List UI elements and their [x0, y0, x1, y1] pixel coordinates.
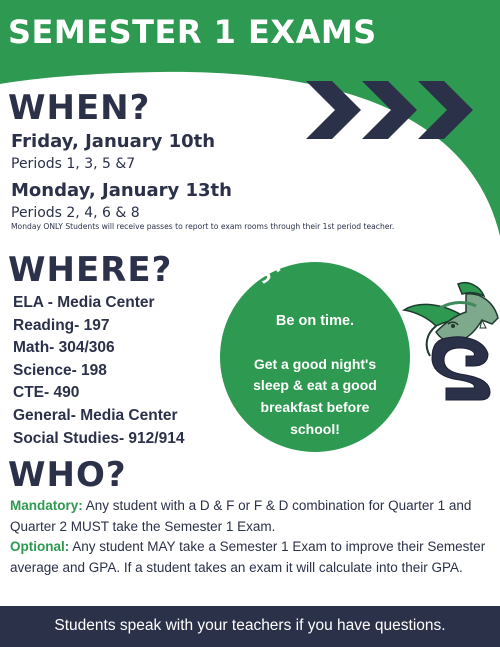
footer-text: Students speak with your teachers if you have questions.: [54, 617, 446, 634]
room-item: ELA - Media Center: [13, 294, 155, 311]
exam-day-2-date: Monday, January 13th: [11, 180, 232, 201]
monday-pass-note: Monday ONLY Students will receive passes to report to exam rooms through their 1st period teacher.: [11, 222, 395, 231]
where-heading: WHERE?: [8, 250, 173, 290]
optional-text: Any student MAY take a Semester 1 Exam to improve their Semester average and GPA. If a student takes an exam it will calculate into their GPA.: [10, 539, 486, 575]
be-on-time-text: Be on time.: [275, 313, 355, 329]
room-list: [13, 292, 184, 450]
room-item: Social Studies- 912/914: [13, 429, 185, 447]
exam-day-2-periods: Periods 2, 4, 6 & 8: [11, 205, 140, 221]
exam-day-1-date: Friday, January 10th: [11, 131, 216, 152]
optional-label: Optional:: [10, 539, 70, 554]
tip-line: breakfast before: [260, 399, 370, 415]
stingrays-arc-title: [218, 239, 418, 362]
tip-line: school!: [290, 421, 340, 437]
mandatory-text: Any student with a D & F or F & D combination for Quarter 1 and Quarter 2 MUST take the Semester 1 Exam.: [10, 498, 472, 534]
room-item: CTE- 490: [13, 384, 80, 402]
mandatory-paragraph: [10, 496, 492, 537]
room-item: Math- 304/306: [13, 339, 115, 357]
tip-line: sleep & eat a good: [253, 377, 377, 393]
room-item: Science- 198: [13, 361, 107, 379]
when-heading: WHEN?: [8, 88, 151, 128]
tip-line: Get a good night's: [253, 356, 377, 372]
exam-day-1-periods: Periods 1, 3, 5 &7: [11, 156, 136, 172]
optional-paragraph: [10, 537, 492, 578]
footer-bar: [0, 606, 500, 647]
page-title: SEMESTER 1 EXAMS: [8, 13, 377, 51]
mandatory-label: Mandatory:: [10, 498, 83, 513]
room-item: Reading- 197: [13, 316, 110, 334]
room-item: General- Media Center: [13, 406, 178, 424]
triple-chevron-right-icon: [306, 81, 473, 139]
stingray-mascot-icon: [396, 282, 500, 400]
who-heading: WHO?: [8, 455, 127, 495]
arc-title-text: STINGRAYS: [251, 239, 390, 289]
